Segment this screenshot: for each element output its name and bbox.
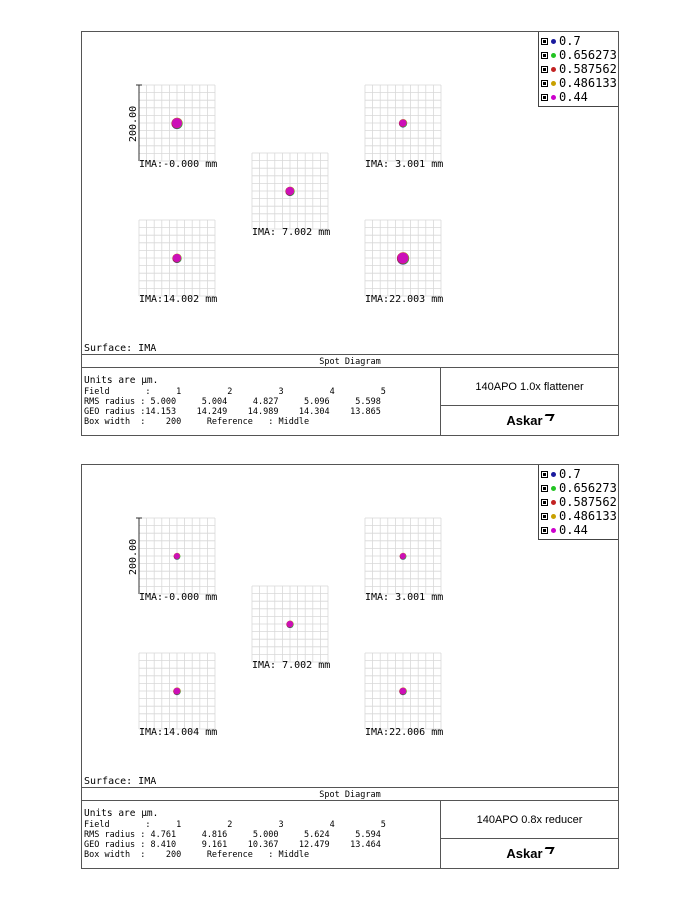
brand-logo	[441, 406, 618, 434]
field-label-3: IMA: 7.002 mm	[252, 227, 331, 238]
info-block	[82, 801, 440, 868]
spot-marker-0.44	[399, 119, 406, 126]
surface-label: Surface: IMA	[84, 343, 157, 354]
field-label-1: IMA:-0.000 mm	[139, 159, 218, 170]
field-label-2: IMA: 3.001 mm	[365, 592, 444, 603]
legend-label: 0.587562	[559, 495, 617, 509]
legend-label: 0.587562	[559, 62, 617, 76]
spot-marker-0.44	[286, 187, 294, 195]
legend-label: 0.656273	[559, 48, 617, 62]
config-box	[440, 368, 618, 435]
spot-marker-0.44	[397, 252, 408, 263]
box-width-row: Box width : 200 Reference : Middle	[84, 417, 310, 427]
spot-field-3	[252, 586, 328, 662]
checkbox-icon[interactable]	[541, 471, 548, 478]
legend-item[interactable]	[541, 509, 618, 523]
surface-label: Surface: IMA	[84, 776, 157, 787]
series-dot-icon	[551, 53, 556, 58]
checkbox-icon[interactable]	[541, 94, 548, 101]
plot-title: Spot Diagram	[82, 354, 618, 368]
field-label-2: IMA: 3.001 mm	[365, 159, 444, 170]
field-label-1: IMA:-0.000 mm	[139, 592, 218, 603]
series-dot-icon	[551, 67, 556, 72]
units-text: Units are µm.	[84, 808, 159, 819]
series-dot-icon	[551, 514, 556, 519]
checkbox-icon[interactable]	[541, 527, 548, 534]
checkbox-icon[interactable]	[541, 38, 548, 45]
checkbox-icon[interactable]	[541, 52, 548, 59]
brand-mark-icon	[542, 847, 554, 854]
legend-label: 0.44	[559, 523, 588, 537]
brand-text: Askar	[506, 412, 543, 428]
brand-text: Askar	[506, 845, 543, 861]
spot-field-3	[252, 153, 328, 229]
legend-item[interactable]	[541, 90, 618, 104]
series-dot-icon	[551, 81, 556, 86]
spot-marker-0.44	[172, 118, 182, 128]
y-axis-tick-label: 200.00	[128, 105, 139, 142]
series-dot-icon	[551, 528, 556, 533]
spot-diagram-panel-1	[81, 31, 619, 436]
rms-radius-row: RMS radius : 4.761 4.816 5.000 5.624 5.594	[84, 830, 381, 840]
spot-diagram-panel-2	[81, 464, 619, 869]
field-label-3: IMA: 7.002 mm	[252, 660, 331, 671]
spot-field-1	[136, 518, 215, 594]
geo-radius-row: GEO radius : 8.410 9.161 10.367 12.479 13.464	[84, 840, 381, 850]
plot-title: Spot Diagram	[82, 787, 618, 801]
legend-item[interactable]	[541, 467, 618, 481]
field-label-5: IMA:22.006 mm	[365, 727, 444, 738]
info-block	[82, 368, 440, 435]
spot-marker-0.44	[400, 553, 406, 559]
y-axis-tick-label: 200.00	[128, 538, 139, 575]
checkbox-icon[interactable]	[541, 80, 548, 87]
config-name: 140APO 0.8x reducer	[441, 801, 618, 839]
spot-marker-0.44	[174, 688, 181, 695]
series-dot-icon	[551, 95, 556, 100]
config-box	[440, 801, 618, 868]
field-label-4: IMA:14.004 mm	[139, 727, 218, 738]
legend-item[interactable]	[541, 76, 618, 90]
series-dot-icon	[551, 472, 556, 477]
units-text: Units are µm.	[84, 375, 159, 386]
legend-item[interactable]	[541, 62, 618, 76]
geo-radius-row: GEO radius :14.153 14.249 14.989 14.304 13.865	[84, 407, 381, 417]
checkbox-icon[interactable]	[541, 485, 548, 492]
spot-field-2	[365, 85, 441, 161]
legend-item[interactable]	[541, 523, 618, 537]
brand-mark-icon	[542, 414, 554, 421]
checkbox-icon[interactable]	[541, 499, 548, 506]
field-row: Field : 1 2 3 4 5	[84, 387, 386, 397]
spot-field-1	[136, 85, 215, 161]
legend-item[interactable]	[541, 495, 618, 509]
spot-field-2	[365, 518, 441, 594]
spot-marker-0.44	[400, 688, 407, 695]
spot-field-4	[139, 220, 215, 296]
spot-field-4	[139, 653, 215, 729]
rms-radius-row: RMS radius : 5.000 5.004 4.827 5.096 5.598	[84, 397, 381, 407]
config-name: 140APO 1.0x flattener	[441, 368, 618, 406]
legend-label: 0.486133	[559, 76, 617, 90]
field-label-4: IMA:14.002 mm	[139, 294, 218, 305]
legend-label: 0.656273	[559, 481, 617, 495]
checkbox-icon[interactable]	[541, 513, 548, 520]
checkbox-icon[interactable]	[541, 66, 548, 73]
spot-marker-0.44	[287, 621, 293, 627]
box-width-row: Box width : 200 Reference : Middle	[84, 850, 310, 860]
legend-item[interactable]	[541, 481, 618, 495]
legend-item[interactable]	[541, 34, 618, 48]
legend-label: 0.7	[559, 34, 581, 48]
wavelength-legend	[538, 32, 618, 107]
legend-label: 0.486133	[559, 509, 617, 523]
spot-marker-0.44	[173, 254, 181, 262]
spot-field-5	[365, 220, 441, 296]
brand-logo	[441, 839, 618, 867]
spot-marker-0.44	[174, 553, 180, 559]
legend-label: 0.44	[559, 90, 588, 104]
spot-field-5	[365, 653, 441, 729]
wavelength-legend	[538, 465, 618, 540]
legend-item[interactable]	[541, 48, 618, 62]
series-dot-icon	[551, 500, 556, 505]
field-row: Field : 1 2 3 4 5	[84, 820, 386, 830]
series-dot-icon	[551, 486, 556, 491]
legend-label: 0.7	[559, 467, 581, 481]
field-label-5: IMA:22.003 mm	[365, 294, 444, 305]
series-dot-icon	[551, 39, 556, 44]
